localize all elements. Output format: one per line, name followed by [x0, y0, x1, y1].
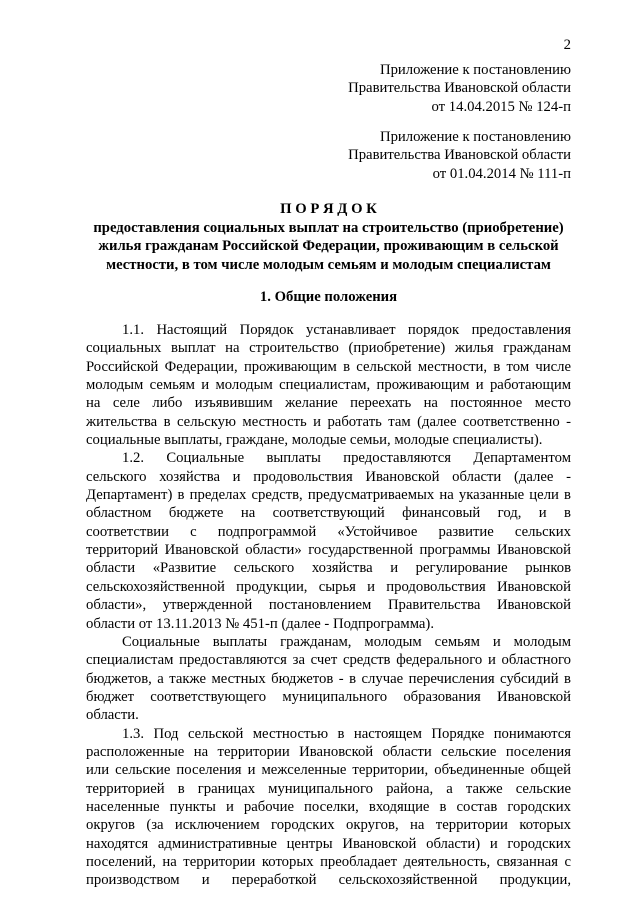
paragraph-line: поселений, на территории которых преобладает деятельность, связанная с: [86, 853, 571, 870]
paragraph-line: производством и переработкой сельскохозяйственной продукции,: [86, 872, 571, 889]
paragraph-line: области «Развитие сельского хозяйства и регулирование рынков: [86, 560, 571, 577]
page-number: 2: [563, 37, 571, 53]
paragraph-1-3: [86, 725, 571, 890]
paragraph-line: территорий Ивановской области» государственной программы Ивановской: [86, 542, 571, 559]
subtitle-line: жилья гражданам Российской Федерации, проживающим в сельской: [98, 238, 559, 255]
subtitle-line: предоставления социальных выплат на строительство (приобретение): [93, 220, 564, 236]
appendix-2-line-2: Правительства Ивановской области: [348, 147, 571, 164]
appendix-2-line-1: Приложение к постановлению: [379, 129, 571, 145]
paragraph-line: соответствии с подпрограммой «Устойчивое развитие сельских: [86, 523, 571, 540]
paragraph-line: на селе либо изъявившим желание переехать на постоянное место: [86, 395, 571, 412]
document-subtitle: [86, 219, 571, 274]
section-heading: [86, 288, 571, 306]
paragraph-line: или сельские поселения и межселенные территории, объединенные общей: [86, 762, 571, 779]
paragraph-line: областном бюджете на соответствующий финансовый год, и в: [86, 505, 571, 522]
paragraph-line: области.: [86, 707, 139, 724]
paragraph-funding: [86, 633, 571, 725]
document-body: [86, 321, 571, 890]
paragraph-line: 1.3. Под сельской местностью в настоящем Порядке понимаются: [122, 725, 571, 742]
paragraph-line: сельскохозяйственной продукции, сырья и продовольствия Ивановской: [86, 578, 571, 595]
document-title-text: П О Р Я Д О К: [280, 201, 377, 217]
paragraph-line: Социальные выплаты гражданам, молодым семьям и молодым: [122, 633, 571, 650]
paragraph-1-1: [86, 321, 571, 449]
appendix-reference-2: [271, 128, 571, 183]
document-title: [86, 200, 571, 218]
paragraph-line: социальные выплаты, граждане, молодые семьи, молодые специалисты).: [86, 432, 543, 449]
paragraph-line: бюджет соответствующего муниципального образования Ивановской: [86, 688, 571, 705]
paragraph-line: специалистам предоставляются за счет средств федерального и областного: [86, 652, 571, 669]
paragraph-line: населенные пункты и рабочие поселки, входящие в состав городских: [86, 798, 571, 815]
paragraph-line: молодым семьям и молодым специалистам, проживающим и работающим: [86, 377, 571, 394]
section-heading-text: 1. Общие положения: [259, 289, 398, 305]
paragraph-line: расположенные на территории Ивановской области сельские поселения: [86, 743, 571, 760]
subtitle-line: местности, в том числе молодым семьям и молодым специалистам: [106, 256, 551, 273]
paragraph-line: Российской Федерации, проживающим в сельской местности, в том числе: [86, 358, 571, 375]
paragraph-line: территорией в границах муниципального района, а также сельские: [86, 780, 571, 797]
paragraph-line: находятся административные центры Ивановской области) и городских: [86, 835, 571, 852]
paragraph-line: жительства в сельскую местность и работать там (далее соответственно -: [86, 413, 571, 430]
paragraph-line: социальных выплат на строительство (приобретение) жилья гражданам: [86, 340, 571, 357]
paragraph-line: Департамент) в пределах средств, предусматриваемых на указанные цели в: [86, 487, 571, 504]
paragraph-line: области», утвержденной постановлением Правительства Ивановской: [86, 597, 571, 614]
appendix-reference-1: [271, 61, 571, 116]
paragraph-line: бюджетов, а также местных бюджетов - в случае перечисления субсидий в: [86, 670, 571, 687]
appendix-2-line-3: от 01.04.2014 № 111-п: [432, 165, 571, 182]
paragraph-1-2: [86, 449, 571, 632]
paragraph-line: сельского хозяйства и продовольствия Ивановской области (далее -: [86, 468, 571, 485]
appendix-1-line-1: Приложение к постановлению: [379, 62, 571, 78]
appendix-1-line-2: Правительства Ивановской области: [348, 80, 571, 97]
paragraph-line: 1.2. Социальные выплаты предоставляются Департаментом: [122, 450, 571, 467]
appendix-1-line-3: от 14.04.2015 № 124-п: [431, 98, 571, 115]
paragraph-line: 1.1. Настоящий Порядок устанавливает порядок предоставления: [122, 322, 571, 338]
paragraph-line: области от 13.11.2013 № 451-п (далее - Подпрограмма).: [86, 615, 434, 632]
paragraph-line: округов (за исключением городских округов, на территории которых: [86, 817, 571, 834]
